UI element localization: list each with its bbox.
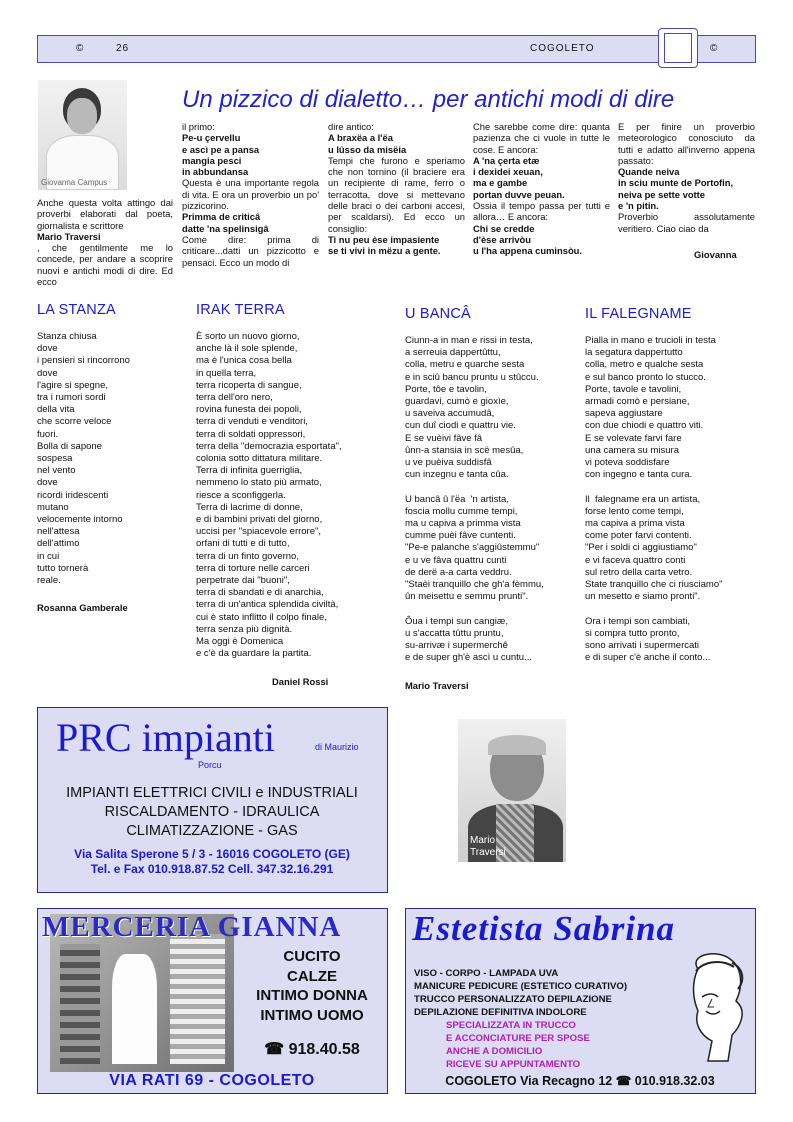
article-column-4-segment: Chi se credde d'èse arrivòu u l'ha appena cuminsòu. bbox=[473, 222, 583, 257]
poem-text-il-falegname: Pialla in mano e trucioli in testa la segatura dappertutto colla, metro e qualche sesta e sul banco pronto lo stucco. Porte, tavole e tavolini, armadi comò e persiane, sapeva aggiustare con due chiodi e quattro viti. E se volevate farvi fare una camera su misura vi poteva soddisfare con ingegno e tanta cura. Il falegname era un artista, forse lento come tempi, ma capiva a prima vista come poter farvi contenti. "Per i soldi ci aggiustiamo" e vi faceva quattro conti sul retro della carta vetro. State tranquillo che ci riusciamo" un mesetto e siamo pronti". Ora i tempi son cambiati, si compra tutto pronto, sono arrivati i supermercati e di super c'è anche il conto... bbox=[585, 335, 723, 664]
ad-merceria-gianna bbox=[37, 908, 388, 1094]
article-signature: Giovanna bbox=[694, 249, 737, 260]
article-column-5-segment: Quande neiva in sciu munte de Portofin, neiva pe sette votte e 'n pitin. bbox=[618, 166, 734, 212]
prc-services bbox=[38, 784, 386, 841]
estetista-highlight: ANCHE A DOMICILIO bbox=[446, 1046, 543, 1057]
estetista-service: DEPILAZIONE DEFINITIVA INDOLORE bbox=[414, 1007, 587, 1018]
estetista-title: Estetista Sabrina bbox=[412, 909, 676, 948]
article-column-4-segment: Che sarebbe come dire: quanta pazienza che ci vuole in tutte le cose. E ancora: bbox=[473, 121, 610, 155]
article-column-1 bbox=[37, 197, 173, 287]
article-column-5 bbox=[618, 121, 755, 234]
estetista-service: MANICURE PEDICURE (ESTETICO CURATIVO) bbox=[414, 981, 628, 992]
prc-brand bbox=[56, 714, 275, 761]
header-decor-inner-box bbox=[664, 33, 692, 63]
article-column-4-segment: A 'na çerta etæ i dexidei xeuan, ma e gambe portan duvve peuan. bbox=[473, 154, 565, 200]
article-column-2-segment: Questa è una importante regola di vita. E ora un proverbio un po' pizzicorino. bbox=[182, 177, 319, 212]
poem-text-la-stanza: Stanza chiusa dove i pensieri si rincorrono dove l'agire si spegne, tra i rumori sordi della vita che scorre veloce fuori. Bolla di sapone sospesa nel vento dove ricordi iridescenti mutano velocemente intorno nell'attesa dell'attimo in cui tutto tornerà reale. bbox=[37, 331, 130, 587]
article-column-2 bbox=[182, 121, 319, 268]
poem-author-u-banca: Mario Traversi bbox=[405, 680, 469, 691]
prc-contacts bbox=[38, 847, 386, 877]
poem-title-la-stanza: LA STANZA bbox=[37, 302, 116, 318]
article-column-1-segment: Anche questa volta attingo dai proverbi elaborati dal poeta, giornalista e scrittore bbox=[37, 197, 173, 231]
article-column-3-segment: A braxëa a l'ëa u lûsso da misëia bbox=[328, 132, 407, 155]
merceria-name-1: MERCERIA bbox=[42, 911, 210, 943]
estetista-highlight: SPECIALIZZATA IN TRUCCO bbox=[446, 1020, 576, 1031]
mario-photo-caption-2: Traversi bbox=[470, 847, 506, 858]
merceria-items bbox=[236, 947, 388, 1025]
article-column-4 bbox=[473, 121, 610, 257]
estetista-highlight: RICEVE SU APPUNTAMENTO bbox=[446, 1059, 581, 1070]
page-header bbox=[37, 35, 756, 63]
article-column-1-segment: , che gentilmente me lo concede, per andare a scoprire nuovi e antichi modi di dire. Ed ecco bbox=[37, 242, 173, 288]
poem-author-irak-terra: Daniel Rossi bbox=[272, 676, 329, 687]
article-column-2-segment: il primo: bbox=[182, 121, 215, 132]
estetista-services bbox=[414, 967, 627, 1019]
article-column-3-segment: Ti nu peu èse impasiente se ti vivi in mëzu a gente. bbox=[328, 233, 441, 257]
poem-author-la-stanza: Rosanna Gamberale bbox=[37, 602, 128, 613]
article-column-3 bbox=[328, 121, 465, 257]
estetista-service: VISO - CORPO - LAMPADA UVA bbox=[414, 968, 559, 979]
estetista-footer: COGOLETO Via Recagno 12 ☎ 010.918.32.03 bbox=[445, 1074, 715, 1088]
poem-text-irak-terra: È sorto un nuovo giorno, anche là il sole splende, ma è l'unica cosa bella in quella terra, terra ricoperta di sangue, terra dell'oro nero, rovina funesta dei popoli, terra di venduti e venditori, terra di soldati oppressori, terra della "democrazia esportata", colonia sotto dittatura militare. Terra di infinita guerriglia, nemmeno lo stato più armato, riesce a sconfiggerla. Terra di lacrime di donne, e di bambini privati del giorno, uccisi per "spiacevole errore", orfani di tutti e di tutto, terra di un finto governo, terra di torture nelle carceri perpetrate dai "buoni", terra di sbandati e di anarchia, terra di un'antica splendida civiltà, cui è stato inflitto il colpo finale, terra senza più dignità. Ma oggi è Domenica e c'è da guardare la partita. bbox=[196, 331, 342, 660]
article-column-5-segment: Proverbio assolutamente veritiero. Ciao ciao da bbox=[618, 211, 755, 234]
prc-line-3: CLIMATIZZAZIONE - GAS bbox=[126, 823, 298, 839]
prc-owner-part1: di Maurizio bbox=[315, 742, 359, 752]
mario-photo-caption-1: Mario bbox=[470, 835, 496, 846]
merceria-item: CALZE bbox=[287, 967, 337, 985]
prc-name: PRC impianti bbox=[56, 715, 275, 760]
author-photo-caption: Giovanna Campus bbox=[41, 178, 108, 187]
prc-phone: Tel. e Fax 010.918.87.52 Cell. 347.32.16.291 bbox=[90, 862, 334, 876]
article-column-5-segment: E per finire un proverbio meteorologico conosciuto da tutti e adatto all'inverno appena passato: bbox=[618, 121, 755, 166]
merceria-title bbox=[42, 911, 341, 944]
phone-icon: ☎ bbox=[264, 1041, 285, 1058]
article-column-4-segment: Ossia il tempo passa per tutti e allora… E ancora: bbox=[473, 200, 610, 223]
article-column-2-segment: Primma de criticâ datte 'na spelinsigâ bbox=[182, 211, 269, 234]
merceria-item: INTIMO UOMO bbox=[260, 1006, 364, 1024]
article-column-2-segment: Come dire: prima di criticare...datti un pizzicotto e pensaci. Ecco un modo di bbox=[182, 233, 319, 268]
poem-text-u-banca: Ciunn-a in man e rissi in testa, a serreuia dappertûttu, colla, metru e quarche sesta e in sciû bancu pruntu u stûccu. Porte, tôe e tavolin, guardavi, cumò e gioxìe, u saveiva accumudâ, cun duî ciodi e quattru vie. E se vuèivi fâve fâ ûnn-a stansia in scë mesûa, u ve puèiva suddisfâ cun inzegnu e tanta cûa. U bancâ û l'ëa 'n artista, foscia mollu cumme tempi, ma u capiva a primma vista cumme puèi fâve cuntenti. "Pe-e palanche s'aggiûstemmu" e u ve fâva quattru cunti de derë a-a carta veddru. "Staèi tranquillo che gh'a fèmmu, ûn meisettu e semmu prunti". Ôua i tempi sun cangiæ, u s'accatta tûttu pruntu, su-arrivæ i supermerchê e de super gh'è ascì u cuntu... bbox=[405, 335, 544, 664]
article-column-3-segment: dire antico: bbox=[328, 121, 374, 132]
ad-estetista-sabrina bbox=[405, 908, 756, 1094]
poem-title-irak-terra: IRAK TERRA bbox=[196, 302, 285, 318]
merceria-phone-row bbox=[236, 1039, 388, 1059]
prc-owner-part2: Porcu bbox=[198, 760, 222, 770]
prc-line-1: IMPIANTI ELETTRICI CIVILI e INDUSTRIALI bbox=[66, 785, 358, 801]
copyright-right: © bbox=[710, 43, 719, 54]
merceria-phone: 918.40.58 bbox=[288, 1041, 360, 1058]
article-title: Un pizzico di dialetto… per antichi modi di dire bbox=[182, 86, 675, 113]
copyright-left: © bbox=[76, 43, 85, 54]
prc-line-2: RISCALDAMENTO - IDRAULICA bbox=[104, 804, 320, 820]
merceria-name-2: GIANNA bbox=[217, 911, 342, 943]
page-number: 26 bbox=[116, 43, 130, 54]
prc-address: Via Salita Sperone 5 / 3 - 16016 COGOLETO (GE) bbox=[74, 847, 350, 861]
article-column-3-segment: Tempi che furono e speriamo che non tornino (il braciere era un recipiente di rame, ferro o terracotta, dove si mettevano delle braci o dei carboni accesi, per scaldarsi). Ed ecco un consiglio: bbox=[328, 154, 465, 234]
merceria-item: CUCITO bbox=[283, 948, 341, 965]
estetista-service: TRUCCO PERSONALIZZATO DEPILAZIONE bbox=[414, 994, 612, 1005]
merceria-item: INTIMO DONNA bbox=[256, 987, 368, 1004]
poem-title-il-falegname: IL FALEGNAME bbox=[585, 306, 692, 322]
article-column-1-segment: Mario Traversi bbox=[37, 230, 101, 242]
header-town: COGOLETO bbox=[530, 43, 595, 54]
poem-title-u-banca: U BANCÂ bbox=[405, 306, 471, 322]
estetista-highlights bbox=[446, 1019, 590, 1071]
ad-prc-impianti bbox=[37, 707, 388, 893]
mario-traversi-photo bbox=[458, 719, 566, 862]
estetista-highlight: E ACCONCIATURE PER SPOSE bbox=[446, 1033, 590, 1044]
author-photo bbox=[38, 80, 127, 190]
article-column-2-segment: Pe-u çervellu e ascì pe a pansa mangia pesci in abbundansa bbox=[182, 132, 260, 178]
woman-face-illustration bbox=[678, 949, 750, 1069]
merceria-address: VIA RATI 69 - COGOLETO bbox=[109, 1072, 315, 1089]
